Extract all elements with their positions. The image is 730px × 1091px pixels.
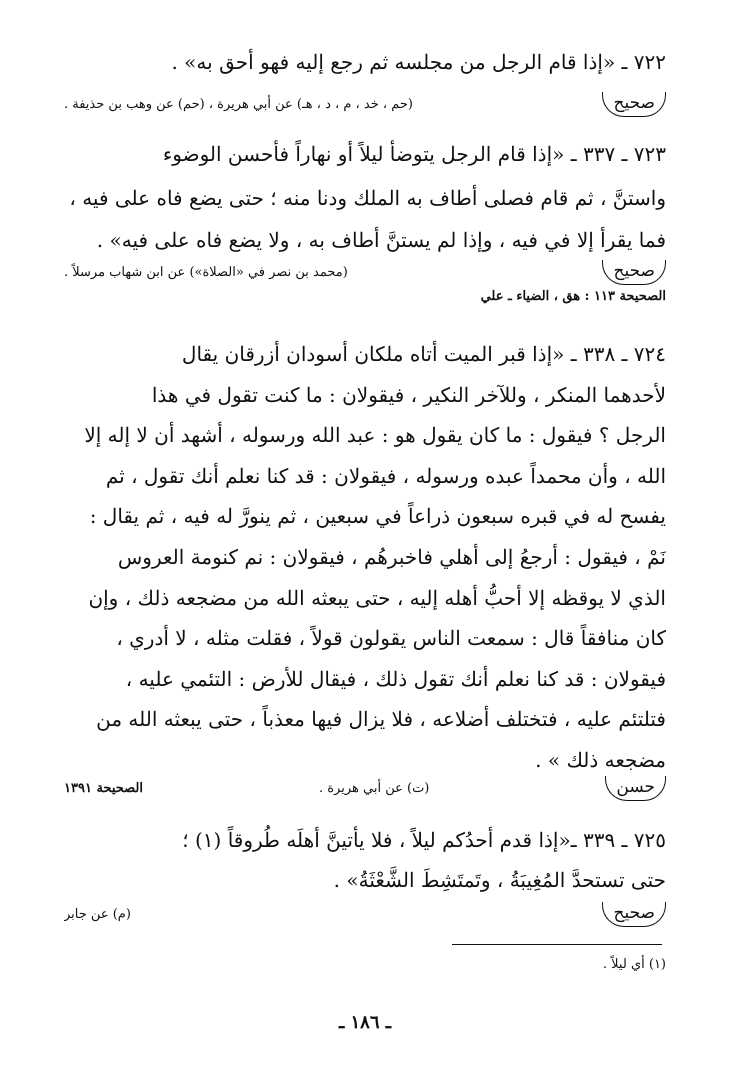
hadith-725-line: ٧٢٥ ـ ٣٣٩ ـ«إذا قدم أحدُكم ليلاً ، فلا يأتينَّ أهلَه طُروقاً (١) ؛ — [182, 828, 666, 852]
reference-line: الصحيحة ١٣٩١ — [64, 780, 143, 796]
footnote: (١) أي ليلاً . — [602, 957, 666, 972]
hadith-724-footer — [64, 776, 666, 801]
hadith-723-footer — [64, 260, 666, 285]
hadith-724-line: نَمْ ، فيقول : أرجعُ إلى أهلي فاخبرهُم ، فيقولان : نم كنومة العروس — [117, 545, 666, 569]
hadith-723-line: فما يقرأ إلا في فيه ، وإذا لم يستنَّ أطاف به ، ولا يضع فاه على فيه» . — [96, 228, 666, 252]
grade-badge: صحيح — [602, 260, 666, 285]
source-citation: (محمد بن نصر في «الصلاة») عن ابن شهاب مرسلاً . — [64, 264, 348, 280]
hadith-724-line: ٧٢٤ ـ ٣٣٨ ـ «إذا قبر الميت أتاه ملكان أسودان أزرقان يقال — [181, 342, 666, 366]
page-number: ـ ١٨٦ ـ — [338, 1012, 392, 1033]
hadith-722-footer — [64, 92, 666, 117]
hadith-725-line: حتى تستحدَّ المُغِيبَةُ ، وتَمتَشِطَ الشَّعْثَةُ» . — [333, 868, 666, 892]
source-citation: (حم ، خد ، م ، د ، هـ) عن أبي هريرة ، (حم) عن وهب بن حذيفة . — [64, 96, 413, 112]
hadith-724-line: الرجل ؟ فيقول : ما كان يقول هو : عبد الله ورسوله ، أشهد أن لا إله إلا — [84, 423, 666, 448]
grade-badge: حسن — [605, 776, 666, 801]
hadith-724-line: الله ، وأن محمداً عبده ورسوله ، فيقولان : قد كنا نعلم أنك تقول ، ثم — [105, 463, 666, 488]
hadith-724-line: كان منافقاً قال : سمعت الناس يقولون قولاً ، فقلت مثله ، لا أدري ، — [116, 626, 666, 651]
source-citation: (ت) عن أبي هريرة . — [318, 780, 430, 796]
hadith-724-line: يفسح له في قبره سبعون ذراعاً في سبعين ، ثم ينورَّ له فيه ، ثم يقال : — [89, 504, 666, 529]
hadith-723-line: واستنَّ ، ثم قام فصلى أطاف به الملك ودنا منه ؛ حتى يضع فاه على فيه ، — [69, 186, 666, 210]
footnote-divider — [452, 944, 662, 945]
hadith-724-line: فتلتئم عليه ، فتختلف أضلاعه ، فلا يزال فيها معذباً ، حتى يبعثه الله من — [96, 707, 666, 732]
hadith-725-footer — [64, 902, 666, 927]
grade-badge: صحيح — [602, 902, 666, 927]
grade-badge: صحيح — [602, 92, 666, 117]
source-citation: (م) عن جابر — [64, 906, 131, 922]
hadith-724-line: الذي لا يوقظه إلا أحبُّ أهله إليه ، حتى يبعثه الله من مضجعه ذلك ، وإن — [88, 585, 666, 610]
hadith-723-line: ٧٢٣ ـ ٣٣٧ ـ «إذا قام الرجل يتوضأ ليلاً أو نهاراً فأحسن الوضوء — [162, 142, 666, 166]
reference-line: الصحيحة ١١٣ : هق ، الضياء ـ علي — [480, 289, 666, 304]
hadith-724-line: فيقولان : قد كنا نعلم أنك تقول ذلك ، فيقال للأرض : التئمي عليه ، — [125, 666, 666, 691]
hadith-724-line: لأحدهما المنكر ، وللآخر النكير ، فيقولان : ما كنت تقول في هذا — [151, 382, 666, 407]
hadith-724-line: مضجعه ذلك » . — [535, 748, 666, 772]
hadith-722-text: ٧٢٢ ـ «إذا قام الرجل من مجلسه ثم رجع إليه فهو أحق به» . — [171, 50, 666, 74]
